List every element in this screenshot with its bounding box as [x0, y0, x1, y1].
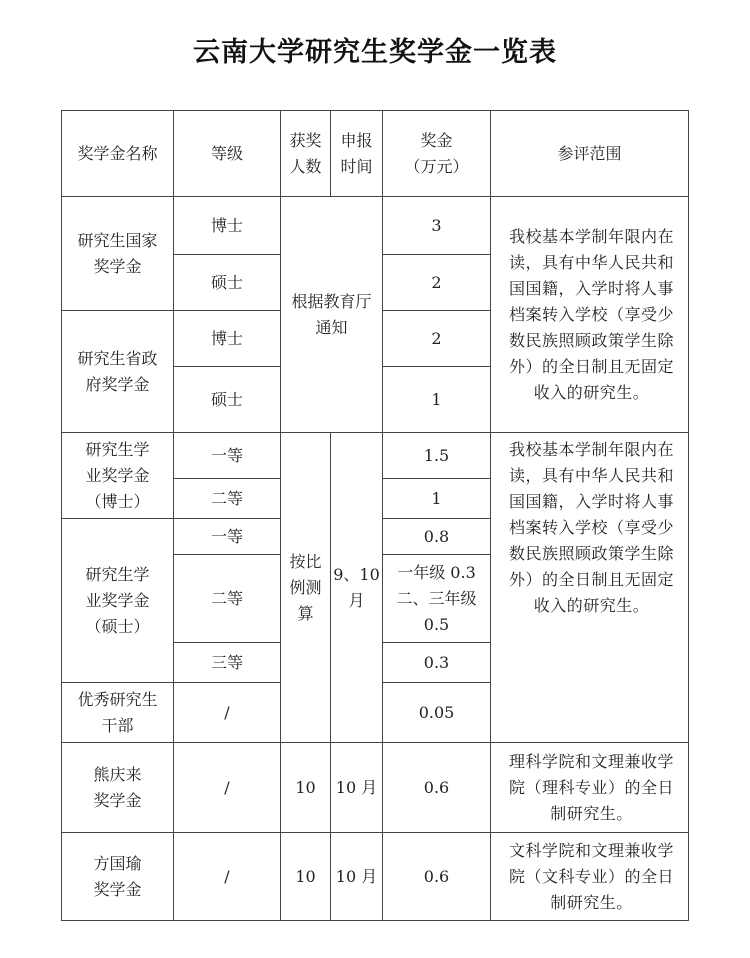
cadre-level: /	[174, 683, 281, 743]
academic-master-second-level: 二等	[174, 555, 281, 643]
fang-scope: 文科学院和文理兼收学院（文科专业）的全日制研究生。	[491, 833, 689, 921]
deadline-line2: 月	[348, 590, 365, 610]
table-row	[62, 433, 689, 479]
academic-phd-second-level: 二等	[174, 479, 281, 519]
academic-phd-name-line3: （博士）	[85, 491, 150, 511]
deadline-line1: 9、10	[333, 564, 380, 584]
header-time-line1: 申报	[340, 130, 373, 150]
fang-amount: 0.6	[383, 833, 491, 921]
academic-phd-name	[62, 433, 174, 519]
header-amount-line1: 奖金	[420, 130, 453, 150]
national-name-line1: 研究生国家	[77, 230, 158, 250]
xiong-time: 10 月	[331, 743, 383, 833]
national-master-amount: 2	[383, 255, 491, 311]
header-count-line2: 人数	[289, 156, 322, 176]
table-row	[62, 743, 689, 833]
header-level: 等级	[174, 111, 281, 197]
header-amount	[383, 111, 491, 197]
ratio-line2: 例测	[289, 577, 322, 597]
cadre-amount: 0.05	[383, 683, 491, 743]
cadre-name-line2: 干部	[101, 715, 134, 735]
scope-general-2: 我校基本学制年限内在读，具有中华人民共和国国籍，入学时将人事档案转入学校（享受少数民族照顾政策学生除外）的全日制且无固定收入的研究生。	[491, 433, 689, 743]
national-phd-level: 博士	[174, 197, 281, 255]
academic-master-third-level: 三等	[174, 643, 281, 683]
ratio-cell	[281, 433, 331, 743]
header-time-line2: 时间	[340, 156, 373, 176]
academic-phd-second-amount: 1	[383, 479, 491, 519]
academic-master-second-amount-line3: 0.5	[423, 614, 450, 634]
notice-cell	[281, 197, 383, 433]
header-count-line1: 获奖	[289, 130, 322, 150]
provincial-phd-amount: 2	[383, 311, 491, 367]
table-row	[62, 197, 689, 255]
cadre-name-line1: 优秀研究生	[77, 689, 158, 709]
table-row	[62, 833, 689, 921]
provincial-phd-level: 博士	[174, 311, 281, 367]
fang-name	[62, 833, 174, 921]
national-name	[62, 197, 174, 311]
xiong-amount: 0.6	[383, 743, 491, 833]
xiong-scope: 理科学院和文理兼收学院（理科专业）的全日制研究生。	[491, 743, 689, 833]
fang-count: 10	[281, 833, 331, 921]
academic-phd-name-line2: 业奖学金	[85, 465, 150, 485]
academic-master-first-amount: 0.8	[383, 519, 491, 555]
deadline-cell	[331, 433, 383, 743]
academic-master-second-amount-line2: 二、三年级	[396, 588, 477, 608]
academic-master-second-amount-line1: 一年级 0.3	[397, 562, 476, 582]
scholarship-table	[61, 110, 689, 921]
header-scope: 参评范围	[491, 111, 689, 197]
academic-phd-first-level: 一等	[174, 433, 281, 479]
provincial-name	[62, 311, 174, 433]
scope-general-1: 我校基本学制年限内在读，具有中华人民共和国国籍，入学时将人事档案转入学校（享受少数民族照顾政策学生除外）的全日制且无固定收入的研究生。	[491, 197, 689, 433]
xiong-name-line2: 奖学金	[93, 790, 142, 810]
ratio-line3: 算	[297, 603, 314, 623]
page-title: 云南大学研究生奖学金一览表	[193, 37, 557, 68]
fang-level: /	[174, 833, 281, 921]
header-row	[62, 111, 689, 197]
academic-master-third-amount: 0.3	[383, 643, 491, 683]
academic-master-first-level: 一等	[174, 519, 281, 555]
notice-line2: 通知	[315, 317, 348, 337]
academic-master-name-line3: （硕士）	[85, 616, 150, 636]
provincial-name-line2: 府奖学金	[85, 374, 150, 394]
academic-phd-name-line1: 研究生学	[85, 439, 150, 459]
cadre-name	[62, 683, 174, 743]
provincial-name-line1: 研究生省政	[77, 348, 158, 368]
header-amount-line2: （万元）	[404, 156, 469, 176]
provincial-master-level: 硕士	[174, 367, 281, 433]
national-phd-amount: 3	[383, 197, 491, 255]
fang-name-line2: 奖学金	[93, 879, 142, 899]
xiong-count: 10	[281, 743, 331, 833]
academic-master-name	[62, 519, 174, 683]
notice-line1: 根据教育厅	[291, 291, 372, 311]
header-count	[281, 111, 331, 197]
fang-time: 10 月	[331, 833, 383, 921]
fang-name-line1: 方国瑜	[93, 853, 142, 873]
ratio-line1: 按比	[289, 551, 322, 571]
provincial-master-amount: 1	[383, 367, 491, 433]
academic-master-second-amount	[383, 555, 491, 643]
academic-master-name-line1: 研究生学	[85, 564, 150, 584]
xiong-name	[62, 743, 174, 833]
national-name-line2: 奖学金	[93, 256, 142, 276]
xiong-name-line1: 熊庆来	[93, 764, 142, 784]
academic-phd-first-amount: 1.5	[383, 433, 491, 479]
header-time	[331, 111, 383, 197]
national-master-level: 硕士	[174, 255, 281, 311]
academic-master-name-line2: 业奖学金	[85, 590, 150, 610]
header-name: 奖学金名称	[62, 111, 174, 197]
xiong-level: /	[174, 743, 281, 833]
